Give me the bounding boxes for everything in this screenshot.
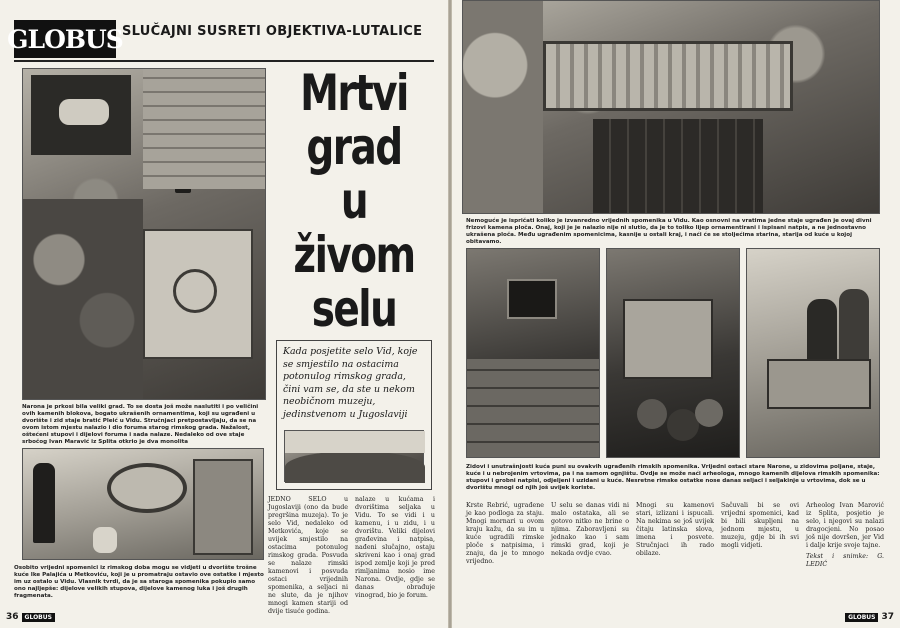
photo-carved-lintel-door xyxy=(462,0,880,214)
photo-fruit-and-stone xyxy=(606,248,740,458)
stone-wall xyxy=(143,69,266,189)
photo-credit: Tekst i snimke: G. LEDIĆ xyxy=(806,553,884,568)
body-right-col-4: Sačuvali bi se ovi vrijedni spomenici, kad bi bili skupljeni na jednom mjestu, u muzeju, gdje bi ih svi mogli vidjeti. xyxy=(721,502,799,549)
body-left-col-2: nalaze u kućama i dvorištima seljaka u Vidu. To se vidi i u kamenu, i u zidu, i u dvorištu. Veliki dijelovi građevina i natpisa, nađeni slučajno, ostaju skriveni kao i onaj grad ispod zemlje koji je pred rimljanima nosio ime Narona. Ovdje, gdje se danas obrađuje vinograd, bio je forum. xyxy=(355,496,435,599)
fruit-1 xyxy=(637,399,667,429)
caption-photo-row: Zidovi i unutrašnjosti kuća puni su ovakvih ugrađenih rimskih spomenika. Vrijedni ostaci stare Narone, u zidovima poljane, staje, kuće i u nebrojenim vrtovima, pa i na samom ognjištu. Ovdje se može naći arheologa, mnogo kamenih dijelova rimskih spomenika: stupovi i grobni natpisi, odjeljeni i uzidani u kuće. Nesretne rimske ostatke nose danas seljaci i seljakinje u vrtovima, dok se u dvorištu mnogi od njih još uvijek koriste. xyxy=(466,464,880,491)
photo-children-on-stone xyxy=(746,248,880,458)
body-left-col-1: JEDNO SELO u Jugoslaviji (ono da bude pregršina muzeja). To je selo Vid, nedaleko od Metkovića, koje se uvijek smjestilo na ostacima potonulog rimskog grada. Posvuda se nalaze rimski kamenovi i posvuda ostaci vrijednih spomenika, a seljaci ni ne slute, da je njihov mnogi kamen stariji od dvije tisuće godina. xyxy=(268,496,348,615)
headline-line-3: u živom xyxy=(293,172,415,284)
photo-village-landscape xyxy=(284,430,424,482)
fruit-3 xyxy=(695,399,723,427)
carved-rosette xyxy=(173,269,217,313)
headline xyxy=(292,66,417,336)
page-number-left: 36 xyxy=(6,612,19,622)
rubble xyxy=(23,199,143,400)
globus-logo: GLOBUS xyxy=(14,20,116,58)
headline-line-2: grad xyxy=(306,118,402,176)
caption-bottom-left: Osobito vrijedni spomenici iz rimskog doba mogu se vidjeti u dvorište trošne kuće Ike Palajića u Metkoviću, koji je u promatraju ostavio ove ostatke i mjesto im uz ostalo u Vidu. Vlasnik tvrdi, da je sa staroga spomenika pokupio samo ono najljepše: dijelove velikih stupova, dijelove kamenog luka i još drugih fragmenata. xyxy=(14,565,264,599)
child-figure-2 xyxy=(839,289,869,369)
headline-line-1: Mrtvi xyxy=(300,64,408,122)
body-right-col-3: Mnogi su kamenovi stari, izlizani i ispucali. Na nekima se još uvijek čitaju latinska slova, imena i posvete. Stručnjaci ih rado obilaze. xyxy=(636,502,714,557)
caption-door: Nemoguće je ispričati koliko je izvanredno vrijednih spomenika u Vidu. Kao osnovni na vratima jedne staje ugrađen je ovaj divni frizovi kamena ploča. Onaj, koji je je nalazio nije ni slutio, da je to toliko lijep ornamentirani i ispisani natpis, a ne jednostavno ukrašena ploča. Među ugrađenim spomenicima, kasnije u ostali kraj, i naći će se stoljećima starina, starija od kuće u kojoj obitavamo. xyxy=(466,218,872,245)
folio-mark-right: GLOBUS xyxy=(845,613,878,622)
masthead-rule xyxy=(14,60,434,62)
folio-left xyxy=(6,612,55,622)
left-page xyxy=(0,0,448,628)
hero-photo-ruins xyxy=(22,68,266,400)
body-right-col-1: Krste Rebrić, ugrađene je kao podloga za staju. Mnogi mornari u ovom kraju kažu, da su im u kuće ugradili rimske ploče s natpisima, i znaju, da je to mnogo vrijedno. xyxy=(466,502,544,565)
stone-course xyxy=(467,359,600,458)
body-columns-right xyxy=(466,502,884,569)
sky xyxy=(285,431,425,453)
cow-figure xyxy=(59,99,109,125)
body-right-col-5-text: Arheolog Ivan Marović iz Splita, posjetio je selo, i njegovi su nalazi dragocjeni. No posao još nije dovršen, jer Vid i dalje krije svoje tajne. xyxy=(806,502,884,549)
folio-mark-left: GLOBUS xyxy=(22,613,55,622)
rough-wall xyxy=(463,1,543,214)
section-title: SLUČAJNI SUSRETI OBJEKTIVA-LUTALICE xyxy=(122,24,423,39)
hillside xyxy=(285,451,425,483)
caption-hero: Narona je prkosi bila veliki grad. To se dosta još može naslutiti i po veličini ovih kamenih blokova, bogato ukrašenih ornamentima, koji su ugrađeni u dvorište i zid staje bratić Pleić u Vidu. Stručnjaci pretpostavljaju, da se na ovom istom mjestu nalazio i dio foruma starog rimskog grada. Nažalost, oštećeni stupovi i dijelovi foruma i sada nalaze. Nedaleko od ove staje srbočog Ivan Maravić iz Splita otkrio je dva monolita xyxy=(22,404,259,445)
intro-text: Kada posjetite selo Vid, koje se smjestilo na ostacima potonulog rimskog grada, čini vam se, da ste u nekom neobičnom muzeju, jedinstvenom u Jugoslaviji xyxy=(283,346,418,420)
column-fragment xyxy=(193,459,253,555)
folio-right xyxy=(845,612,894,622)
carved-fragment xyxy=(623,299,713,379)
body-right-col-5 xyxy=(806,502,884,569)
small-urn xyxy=(93,527,117,553)
wooden-door xyxy=(593,119,763,214)
headline-line-4: selu xyxy=(311,280,397,338)
sarcophagus xyxy=(767,359,871,409)
photo-courtyard-fragments xyxy=(22,448,264,560)
photo-house-wall xyxy=(466,248,600,458)
carved-lintel xyxy=(543,41,793,111)
page-number-right: 37 xyxy=(881,612,894,622)
round-basin xyxy=(107,463,187,513)
man-figure xyxy=(33,463,55,543)
body-right-col-2: U selu se danas vidi ni malo ostataka, ali se gotovo nitko ne brine o njima. Zaboravljeni su jednako kao i sam rimski grad, koji je nekada ovdje cvao. xyxy=(551,502,629,557)
body-columns-left xyxy=(268,496,436,616)
house-window xyxy=(507,279,557,319)
